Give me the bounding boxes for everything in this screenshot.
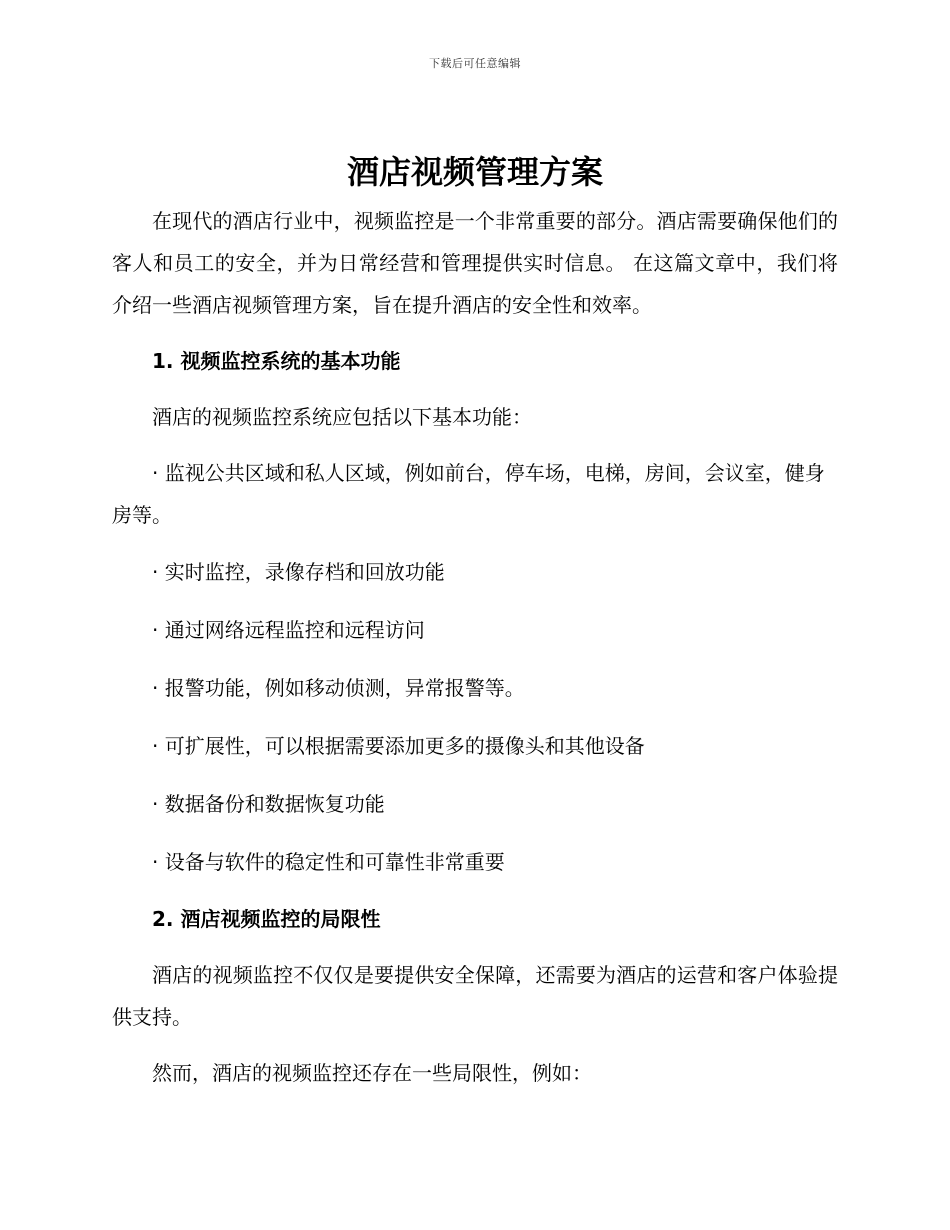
bullet-item: · 报警功能，例如移动侦测，异常报警等。 xyxy=(152,676,525,700)
bullet-item: · 实时监控，录像存档和回放功能 xyxy=(152,560,445,584)
section-1-heading: 1. 视频监控系统的基本功能 xyxy=(152,349,401,373)
bullet-item: · 数据备份和数据恢复功能 xyxy=(152,792,385,816)
section-2-heading: 2. 酒店视频监控的局限性 xyxy=(152,907,381,931)
bullet-item: · 设备与软件的稳定性和可靠性非常重要 xyxy=(152,850,505,874)
bullet-item: · 通过网络远程监控和远程访问 xyxy=(152,618,425,642)
document-title: 酒店视频管理方案 xyxy=(346,153,603,191)
header-note: 下载后可任意编辑 xyxy=(429,57,521,70)
document-body xyxy=(112,200,838,1094)
section-2-paragraph-2: 然而，酒店的视频监控还存在一些局限性，例如： xyxy=(152,1061,592,1085)
section-1-lead: 酒店的视频监控系统应包括以下基本功能： xyxy=(152,405,532,429)
bullet-item: · 可扩展性，可以根据需要添加更多的摄像头和其他设备 xyxy=(152,734,645,758)
bullet-item: · 监视公共区域和私人区域，例如前台，停车场，电梯，房间，会议室，健身房等。 xyxy=(112,461,825,527)
section-2-paragraph-1: 酒店的视频监控不仅仅是要提供安全保障，还需要为酒店的运营和客户体验提供支持。 xyxy=(112,963,838,1029)
intro-paragraph: 在现代的酒店行业中，视频监控是一个非常重要的部分。酒店需要确保他们的客人和员工的安全，并为日常经营和管理提供实时信息。 在这篇文章中，我们将介绍一些酒店视频管理方案，旨在提升酒店的安全性和效率。 xyxy=(112,209,838,317)
